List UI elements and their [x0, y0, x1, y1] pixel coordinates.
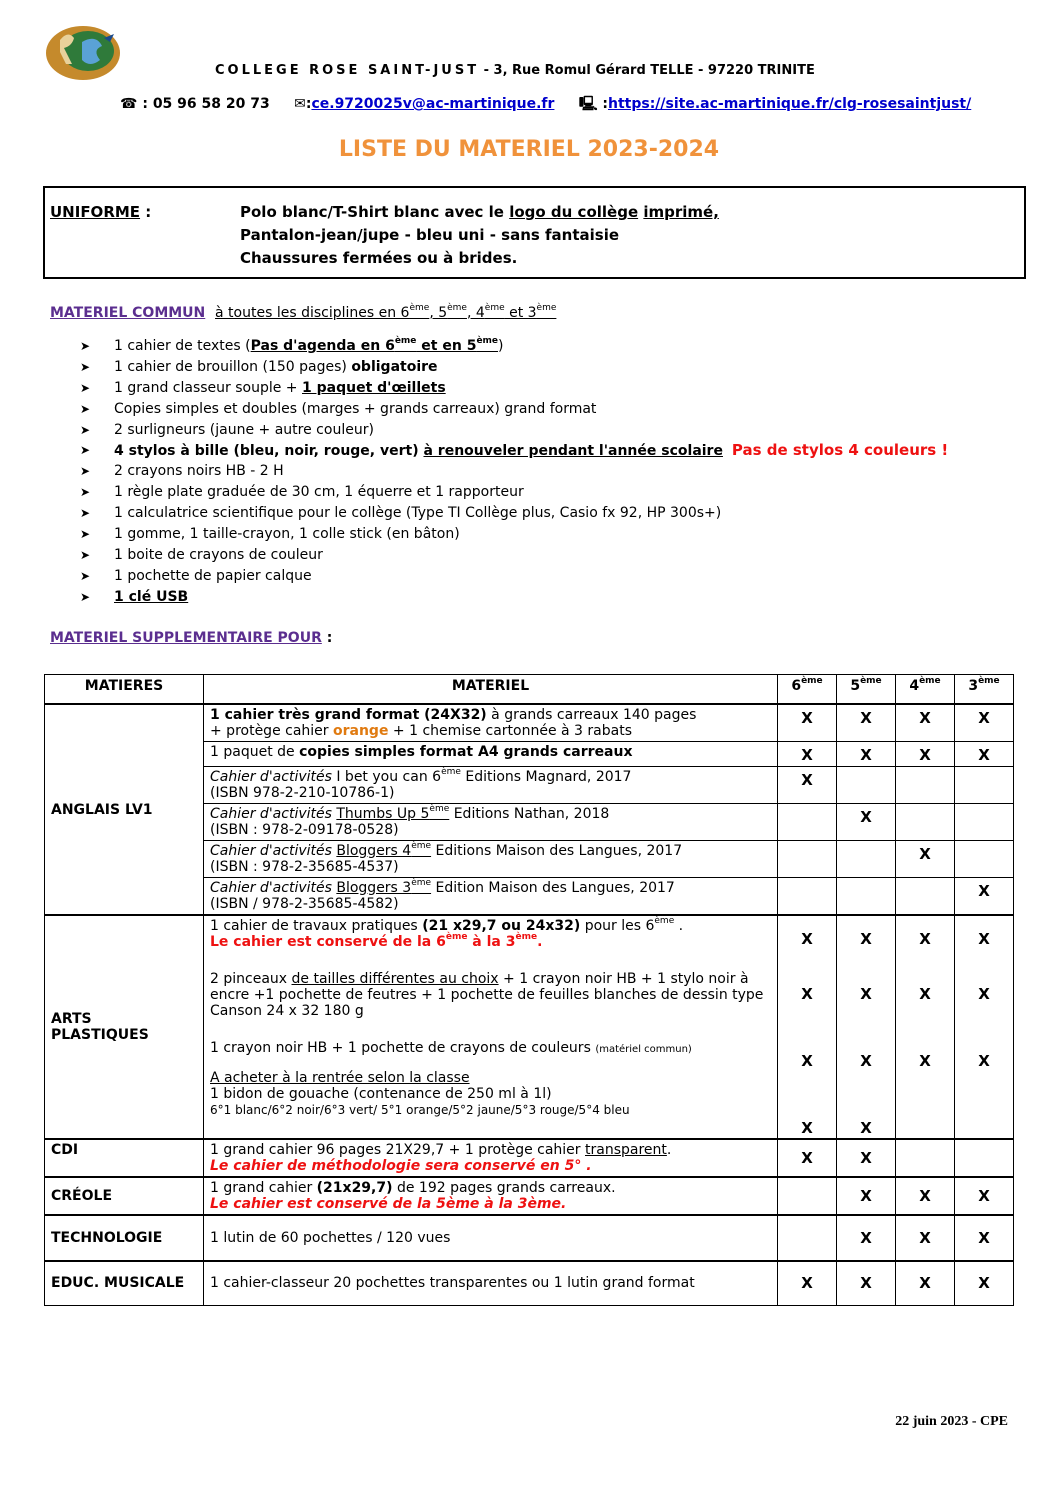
check-mark: X	[978, 1052, 990, 1070]
check-mark: X	[896, 704, 955, 742]
email-link[interactable]: ce.9720025v@ac-martinique.fr	[311, 96, 555, 112]
item-bold: 1 paquet d'œillets	[302, 379, 446, 396]
phone-number: 05 96 58 20 73	[152, 96, 270, 112]
mat-text: I bet you can 6	[331, 769, 442, 785]
check-mark: X	[837, 742, 896, 767]
check-mark: X	[955, 704, 1014, 742]
material-cell: 1 lutin de 60 pochettes / 120 vues	[204, 1215, 778, 1261]
check-mark: X	[801, 1052, 813, 1070]
item-text: 1 pochette de papier calque	[114, 567, 312, 584]
check-mark: X	[978, 985, 990, 1003]
level-n: 6	[791, 678, 802, 694]
arrow-bullet-icon: ➤	[80, 422, 91, 437]
empty-cell	[896, 804, 955, 841]
mat-text: 2 pinceaux	[210, 971, 292, 987]
arrow-bullet-icon: ➤	[80, 443, 91, 458]
level-n: 5	[850, 678, 861, 694]
empty-cell	[837, 767, 896, 804]
empty-cell	[778, 1177, 837, 1215]
sup-3: ème	[536, 303, 557, 313]
web-label: :	[597, 96, 608, 112]
list-item	[80, 336, 948, 357]
item-sup: ème	[476, 336, 499, 346]
mat-isbn: (ISBN / 978-2-35685-4582)	[210, 896, 399, 912]
check-mark: X	[801, 930, 813, 948]
arts-marks-6e	[778, 915, 837, 1139]
subject-arts-2: PLASTIQUES	[51, 1027, 149, 1043]
item-text: 1 grand classeur souple +	[114, 379, 302, 396]
empty-cell	[896, 878, 955, 916]
mail-icon: ✉	[294, 96, 306, 112]
mat-text: + 1 crayon noir HB + 1 stylo noir à encre +1 pochette de feutres + 1 pochette de feuilles blanches de dessin type Canson 24 x 32 180 g	[210, 971, 764, 1019]
sep-2: , 4	[466, 305, 485, 321]
mat-red-note: Le cahier de méthodologie sera conservé en 5° .	[210, 1158, 592, 1174]
item-bold-c: et en 5	[416, 338, 477, 354]
table-row	[45, 1215, 1014, 1261]
list-item	[80, 482, 948, 503]
list-item	[80, 357, 948, 378]
mat-title-text: Bloggers 3	[336, 880, 412, 896]
item-bold: obligatoire	[351, 358, 438, 375]
footer-date: 22 juin 2023 - CPE	[895, 1414, 1008, 1429]
mat-text: 1 cahier très grand format (24X32)	[210, 707, 487, 723]
item-bold-a: Pas d'agenda en 6	[250, 338, 395, 354]
mat-small: (matériel commun)	[595, 1044, 692, 1055]
mat-title	[336, 843, 431, 859]
mat-text: Editions Maison des Langues, 2017	[431, 843, 683, 859]
check-mark: X	[919, 930, 931, 948]
check-mark: X	[860, 1119, 872, 1137]
table-row	[45, 1139, 1014, 1177]
check-mark: X	[837, 1139, 896, 1177]
check-mark: X	[955, 878, 1014, 916]
common-subheading	[215, 305, 556, 321]
arts-red-note	[210, 934, 542, 950]
empty-cell	[778, 841, 837, 878]
sep-3: et 3	[504, 305, 537, 321]
item-text: 2 crayons noirs HB - 2 H	[114, 463, 284, 480]
check-mark: X	[837, 804, 896, 841]
list-item	[80, 566, 948, 587]
mat-title-text: Bloggers 4	[336, 843, 412, 859]
subject-arts	[45, 915, 204, 1139]
check-mark: X	[860, 930, 872, 948]
empty-cell	[955, 1139, 1014, 1177]
school-address-line	[215, 63, 815, 78]
mat-bold: (21 x29,7 ou 24x32)	[422, 918, 581, 934]
page-title: LISTE DU MATERIEL 2023-2024	[338, 137, 720, 162]
mat-underline: de tailles différentes au choix	[291, 971, 499, 987]
item-bold: à renouveler pendant l'année scolaire	[423, 443, 723, 460]
level-sup: ème	[801, 676, 823, 686]
common-material-heading	[50, 305, 556, 321]
empty-cell	[778, 878, 837, 916]
mat-text: .	[674, 918, 684, 934]
item-text: 1 boite de crayons de couleur	[114, 546, 323, 563]
empty-cell	[955, 804, 1014, 841]
mat-sup: ème	[411, 878, 432, 888]
item-text: 1 règle plate graduée de 30 cm, 1 équerre et 1 rapporteur	[114, 484, 524, 501]
uniform-line-1-a: Polo blanc/T-Shirt blanc avec le	[240, 203, 510, 221]
mat-italic: Cahier d'activités	[210, 880, 332, 896]
arts-p1	[210, 918, 771, 950]
col-header-6e	[778, 675, 837, 705]
arrow-bullet-icon: ➤	[80, 589, 91, 604]
check-mark: X	[778, 767, 837, 804]
arrow-bullet-icon: ➤	[80, 485, 91, 500]
mat-underline: transparent	[585, 1142, 667, 1158]
item-text: 1 clé USB	[114, 588, 189, 605]
phone-icon: ☎	[120, 96, 138, 112]
item-sup: ème	[394, 336, 417, 346]
red-a: Le cahier est conservé de la 6	[210, 934, 446, 950]
item-text: Copies simples et doubles (marges + grands carreaux) grand format	[114, 400, 597, 417]
empty-cell	[778, 1215, 837, 1261]
table-header-row	[45, 675, 1014, 705]
level-n: 3	[968, 678, 979, 694]
material-cell	[204, 742, 778, 767]
mat-text: pour les 6	[580, 918, 655, 934]
supplementary-colon: :	[321, 630, 333, 646]
mat-title	[336, 806, 449, 822]
email-label: :	[305, 96, 312, 112]
list-item	[80, 545, 948, 566]
arrow-bullet-icon: ➤	[80, 380, 91, 395]
uniform-line-1	[240, 203, 719, 221]
subject-musique: EDUC. MUSICALE	[45, 1261, 204, 1305]
arts-p4	[210, 1070, 771, 1118]
uniform-colon: :	[140, 203, 152, 221]
computer-icon: 🖳	[578, 96, 598, 112]
arrow-bullet-icon: ➤	[80, 568, 91, 583]
school-address: - 3, Rue Romul Gérard TELLE - 97220 TRINITE	[479, 63, 815, 78]
list-item	[80, 524, 948, 545]
arrow-bullet-icon: ➤	[80, 506, 91, 521]
level-sup: ème	[978, 676, 1000, 686]
material-cell	[204, 878, 778, 916]
check-mark: X	[778, 1261, 837, 1305]
check-mark: X	[837, 1215, 896, 1261]
mat-isbn: (ISBN : 978-2-09178-0528)	[210, 822, 399, 838]
mat-text: .	[666, 1142, 672, 1158]
col-header-material: MATERIEL	[204, 675, 778, 705]
sub-a: à toutes les disciplines en 6	[215, 305, 410, 321]
check-mark: X	[837, 1261, 896, 1305]
item-text: 1 cahier de brouillon (150 pages)	[114, 358, 352, 375]
mat-text: + protège cahier	[210, 723, 333, 739]
uniform-label-text: UNIFORME	[50, 203, 141, 221]
item-text: 1 cahier de textes (	[114, 338, 251, 354]
empty-cell	[896, 767, 955, 804]
uniform-line-2: Pantalon-jean/jupe - bleu uni - sans fantaisie	[240, 226, 620, 244]
item-text: 4 stylos à bille (bleu, noir, rouge, vert)	[114, 443, 424, 460]
arts-p3	[210, 1040, 771, 1056]
mat-italic: Cahier d'activités	[210, 806, 332, 822]
check-mark: X	[955, 1261, 1014, 1305]
material-cell: 1 cahier-classeur 20 pochettes transparentes ou 1 lutin grand format	[204, 1261, 778, 1305]
mat-sup: ème	[429, 804, 450, 814]
mat-small: 6°1 blanc/6°2 noir/6°3 vert/ 5°1 orange/5°2 jaune/5°3 rouge/5°4 bleu	[210, 1103, 630, 1117]
uniform-label	[50, 203, 151, 221]
list-item	[80, 461, 948, 482]
check-mark: X	[896, 841, 955, 878]
mat-italic: Cahier d'activités	[210, 769, 332, 785]
supplementary-heading-text: MATERIEL SUPPLEMENTAIRE POUR	[50, 630, 322, 646]
table-row	[45, 1177, 1014, 1215]
sep-1: , 5	[429, 305, 448, 321]
item-text: 1 gomme, 1 taille-crayon, 1 colle stick (en bâton)	[114, 526, 460, 543]
check-mark: X	[955, 1177, 1014, 1215]
check-mark: X	[801, 985, 813, 1003]
check-mark: X	[778, 704, 837, 742]
mat-text: 1 bidon de gouache (contenance de 250 ml à 1l)	[210, 1086, 552, 1102]
mat-sup: ème	[441, 767, 461, 777]
mat-text: + 1 chemise cartonnée à 3 rabats	[388, 723, 632, 739]
empty-cell	[837, 878, 896, 916]
material-cell	[204, 804, 778, 841]
list-item	[80, 587, 948, 608]
check-mark: X	[801, 1119, 813, 1137]
mat-italic: Cahier d'activités	[210, 843, 332, 859]
mat-title-text: Thumbs Up 5	[336, 806, 430, 822]
mat-sup: ème	[654, 916, 675, 926]
arrow-bullet-icon: ➤	[80, 547, 91, 562]
col-header-4e	[896, 675, 955, 705]
red-b: à la 3	[467, 934, 516, 950]
red-c: .	[537, 934, 543, 950]
material-cell	[204, 704, 778, 742]
list-item	[80, 399, 948, 420]
col-header-5e	[837, 675, 896, 705]
sup-5: ème	[447, 303, 467, 313]
mat-title	[336, 880, 431, 896]
empty-cell	[955, 767, 1014, 804]
material-cell	[204, 1177, 778, 1215]
list-item	[80, 378, 948, 399]
check-mark: X	[837, 1177, 896, 1215]
empty-cell	[955, 841, 1014, 878]
supplementary-heading	[50, 630, 332, 646]
material-cell	[204, 1139, 778, 1177]
check-mark: X	[778, 1139, 837, 1177]
red-sup: ème	[445, 932, 468, 942]
sup-6: ème	[409, 303, 430, 313]
material-cell	[204, 841, 778, 878]
check-mark: X	[860, 985, 872, 1003]
uniform-line-1-printed: imprimé,	[643, 203, 719, 221]
mat-bold: copies simples format A4 grands carreaux	[299, 744, 633, 760]
subject-technologie: TECHNOLOGIE	[45, 1215, 204, 1261]
uniform-line-3: Chaussures fermées ou à brides.	[240, 249, 518, 267]
school-logo	[44, 24, 122, 84]
item-bold	[251, 338, 498, 354]
list-item	[80, 440, 948, 461]
subject-creole: CRÉOLE	[45, 1177, 204, 1215]
arrow-bullet-icon: ➤	[80, 401, 91, 416]
empty-cell	[837, 841, 896, 878]
level-sup: ème	[860, 676, 882, 686]
check-mark: X	[919, 1052, 931, 1070]
table-row	[45, 704, 1014, 742]
check-mark: X	[860, 1052, 872, 1070]
uniform-line-1-logo: logo du collège	[509, 203, 639, 221]
empty-cell	[896, 1139, 955, 1177]
level-n: 4	[909, 678, 920, 694]
mat-isbn: (ISBN : 978-2-35685-4537)	[210, 859, 399, 875]
mat-text: Edition Maison des Langues, 2017	[431, 880, 675, 896]
check-mark: X	[896, 1177, 955, 1215]
mat-text: à grands carreaux 140 pages	[486, 707, 697, 723]
mat-red-note: Le cahier est conservé de la 5ème à la 3ème.	[210, 1196, 567, 1212]
arts-marks-4e	[896, 915, 955, 1139]
arrow-bullet-icon: ➤	[80, 339, 91, 353]
empty-cell	[778, 804, 837, 841]
mat-text: 1 crayon noir HB + 1 pochette de crayons de couleurs	[210, 1040, 596, 1056]
check-mark: X	[919, 985, 931, 1003]
item-text-d: )	[498, 338, 504, 354]
check-mark: X	[778, 742, 837, 767]
item-text: 1 calculatrice scientifique pour le collège (Type TI Collège plus, Casio fx 92, HP 300s+)	[114, 505, 722, 522]
check-mark: X	[955, 742, 1014, 767]
sup-4: ème	[484, 303, 505, 313]
table-row	[45, 1261, 1014, 1305]
phone-label: :	[137, 96, 153, 112]
mat-text: Editions Nathan, 2018	[449, 806, 610, 822]
level-sup: ème	[919, 676, 941, 686]
material-table	[44, 674, 1014, 1306]
mat-text: de 192 pages grands carreaux.	[392, 1180, 616, 1196]
material-cell	[204, 915, 778, 1139]
contact-line	[120, 93, 971, 117]
mat-text: 1 paquet de	[210, 744, 300, 760]
col-header-3e	[955, 675, 1014, 705]
mat-bold: (21x29,7)	[316, 1180, 393, 1196]
check-mark: X	[837, 704, 896, 742]
mat-text: 1 cahier de travaux pratiques	[210, 918, 423, 934]
check-mark: X	[896, 742, 955, 767]
common-material-list	[80, 336, 948, 608]
subject-cdi: CDI	[45, 1139, 204, 1177]
check-mark: X	[896, 1215, 955, 1261]
material-cell	[204, 767, 778, 804]
mat-sup: ème	[411, 841, 432, 851]
list-item	[80, 503, 948, 524]
mat-orange: orange	[333, 723, 389, 739]
subject-anglais: ANGLAIS LV1	[45, 704, 204, 915]
mat-text: 1 grand cahier	[210, 1180, 317, 1196]
school-name: COLLEGE ROSE SAINT-JUST	[215, 63, 480, 78]
common-heading-text: MATERIEL COMMUN	[50, 305, 206, 321]
check-mark: X	[896, 1261, 955, 1305]
arts-p2	[210, 971, 771, 1019]
arts-marks-5e	[837, 915, 896, 1139]
mat-text: Editions Magnard, 2017	[460, 769, 632, 785]
mat-text: 1 grand cahier 96 pages 21X29,7 + 1 protège cahier	[210, 1142, 585, 1158]
mat-isbn: (ISBN 978-2-210-10786-1)	[210, 785, 395, 801]
website-link[interactable]: https://site.ac-martinique.fr/clg-rosesaintjust/	[607, 96, 972, 112]
item-warning: Pas de stylos 4 couleurs !	[731, 441, 949, 460]
mat-underline: A acheter à la rentrée selon la classe	[210, 1070, 470, 1086]
arrow-bullet-icon: ➤	[80, 464, 91, 479]
table-row	[45, 915, 1014, 1139]
red-sup: ème	[515, 932, 538, 942]
arrow-bullet-icon: ➤	[80, 359, 91, 374]
col-header-subjects: MATIERES	[45, 675, 204, 705]
list-item	[80, 420, 948, 441]
check-mark: X	[955, 1215, 1014, 1261]
item-text: 2 surligneurs (jaune + autre couleur)	[114, 421, 374, 438]
check-mark: X	[978, 930, 990, 948]
subject-arts-1: ARTS	[51, 1011, 92, 1027]
arts-marks-3e	[955, 915, 1014, 1139]
arrow-bullet-icon: ➤	[80, 527, 91, 542]
